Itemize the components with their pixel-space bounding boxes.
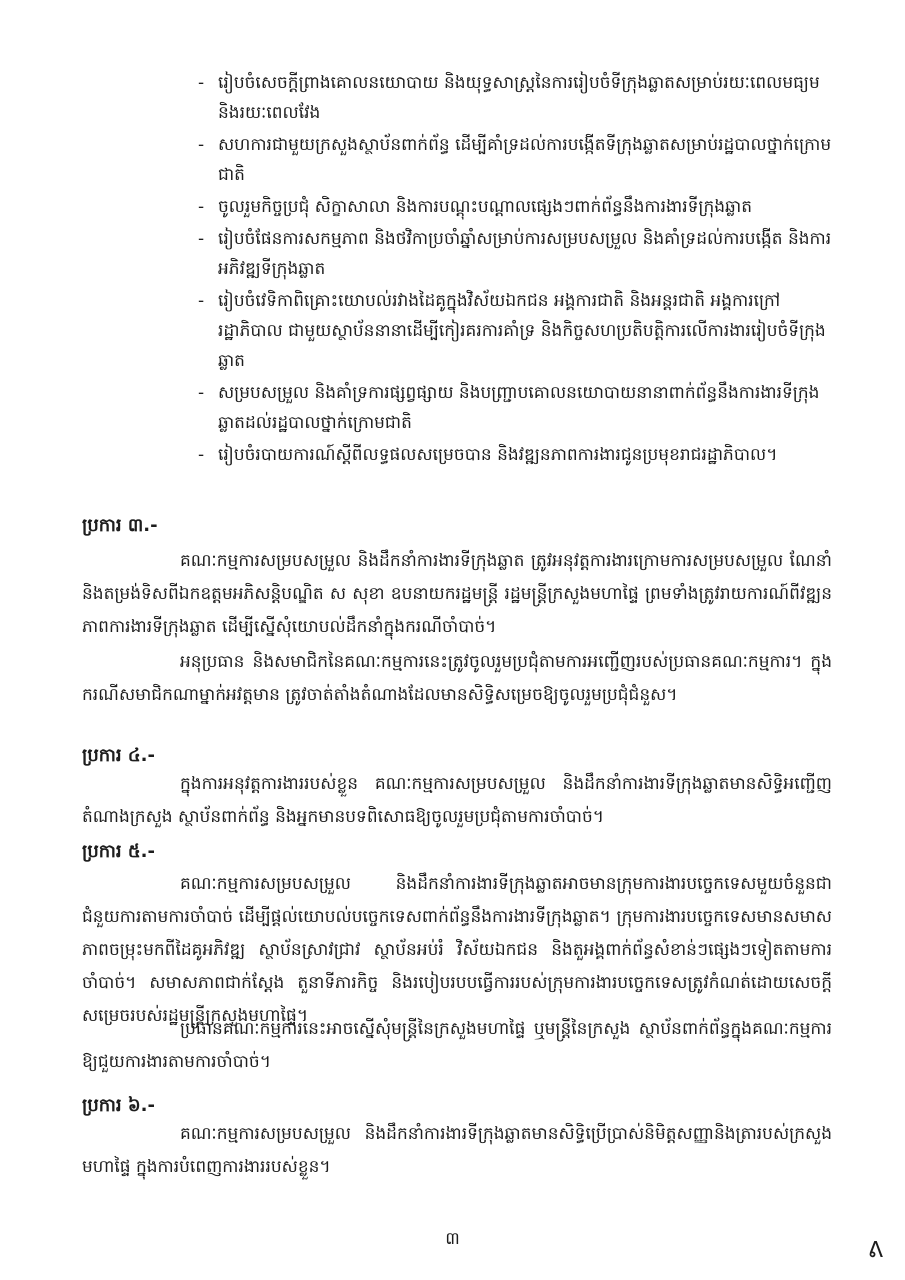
article-5-heading: ប្រការ ៥.- bbox=[82, 841, 155, 862]
article-6-heading: ប្រការ ៦.- bbox=[82, 1095, 155, 1116]
bullet-item: - រៀបចំផែនការសកម្មភាព និងថវិកាប្រចាំឆ្នាំសម្រាប់ការសម្របសម្រួល និងគាំទ្រដល់ការបង្កើត និងការអភិវឌ្ឍទីក្រុងឆ្លាត bbox=[198, 229, 832, 279]
bullet-text: ចូលរួមកិច្ចប្រជុំ សិក្ខាសាលា និងការបណ្តុះបណ្តាលផ្សេងៗពាក់ព័ន្ធនឹងការងារទីក្រុងឆ្លាត bbox=[218, 197, 753, 217]
bullet-text: រៀបចំសេចក្តីព្រាងគោលនយោបាយ និងយុទ្ធសាស្ត្រនៃការរៀបចំទីក្រុងឆ្លាតសម្រាប់រយៈពេលមធ្យម និងរយៈពេលវែង bbox=[218, 73, 820, 123]
bullet-item: - សហការជាមួយក្រសួងស្ថាប័នពាក់ព័ន្ធ ដើម្បីគាំទ្រដល់ការបង្កើតទីក្រុងឆ្លាតសម្រាប់រដ្ឋបាលថ្នាក់ក្រោមជាតិ bbox=[198, 135, 832, 185]
article-4-paragraph-1: ក្នុងការអនុវត្តការងាររបស់ខ្លួន គណៈកម្មការសម្របសម្រួល និងដឹកនាំការងារទីក្រុងឆ្លាតមានសិទ្ធិអញ្ជើញតំណាងក្រសួង ស្ថាប័នពាក់ព័ន្ធ និងអ្នកមានបទពិសោធឱ្យចូលរួមប្រជុំតាមការចាំបាច់។ bbox=[82, 774, 832, 827]
bullet-item: - រៀបចំវេទិកាពិគ្រោះយោបល់រវាងដៃគូក្នុងវិស័យឯកជន អង្គការជាតិ និងអន្តរជាតិ អង្គការក្រៅរដ្ឋាភិបាល ជាមួយស្ថាប័ននានាដើម្បីកៀរគរការគាំទ្រ និងកិច្ចសហប្រតិបត្តិការលើការងាររៀបចំទីក្រុងឆ្លាត bbox=[198, 291, 826, 371]
bullet-text: រៀបចំផែនការសកម្មភាព និងថវិកាប្រចាំឆ្នាំសម្រាប់ការសម្របសម្រួល និងគាំទ្រដល់ការបង្កើត និងការអភិវឌ្ឍទីក្រុងឆ្លាត bbox=[218, 229, 832, 279]
page-number: ៣ bbox=[445, 1229, 460, 1249]
article-5-paragraph-1: គណៈកម្មការសម្របសម្រួល និងដឹកនាំការងារទីក្រុងឆ្លាតអាចមានក្រុមការងារបច្ចេកទេសមួយចំនួនជាជំនួយការតាមការចាំបាច់ ដើម្បីផ្តល់យោបល់បច្ចេកទេសពាក់ព័ន្ធនឹងការងារទីក្រុងឆ្លាត។ ក្រុមការងារបច្ចេកទេសមានសមាសភាពចម្រុះមកពីដៃគូអភិវឌ្ឍ ស្ថាប័នស្រាវជ្រាវ ស្ថាប័នអប់រំ វិស័យឯកជន និងតួអង្គពាក់ព័ន្ធសំខាន់ៗផ្សេងៗទៀតតាមការចាំបាច់។ សមាសភាពជាក់ស្តែង តួនាទីភារកិច្ច និងរបៀបរបបធ្វើការរបស់ក្រុមការងារបច្ចេកទេសត្រូវកំណត់ដោយសេចក្តីសម្រេចរបស់រដ្ឋមន្ត្រីក្រសួងមហាផ្ទៃ។ bbox=[82, 874, 832, 1026]
article-3-paragraph-2: អនុប្រធាន និងសមាជិកនៃគណៈកម្មការនេះត្រូវចូលរួមប្រជុំតាមការអញ្ជើញរបស់ប្រធានគណៈកម្មការ។ ក្នុងករណីសមាជិកណាម្នាក់អវត្តមាន ត្រូវចាត់តាំងតំណាងដែលមានសិទ្ធិសម្រេចឱ្យចូលរួមប្រជុំជំនួស។ bbox=[82, 652, 832, 705]
article-5-paragraph-2: ប្រធានគណៈកម្មការនេះអាចស្នើសុំមន្ត្រីនៃក្រសួងមហាផ្ទៃ ឬមន្ត្រីនៃក្រសួង ស្ថាប័នពាក់ព័ន្ធក្នុងគណៈកម្មការឱ្យជួយការងារតាមការចាំបាច់។ bbox=[82, 1019, 832, 1072]
bullet-item: - រៀបចំរបាយការណ៍ស្តីពីលទ្ធផលសម្រេចបាន និងវឌ្ឍនភាពការងារជូនប្រមុខរាជរដ្ឋាភិបាល។ bbox=[198, 445, 778, 465]
article-3-paragraph-1: គណៈកម្មការសម្របសម្រួល និងដឹកនាំការងារទីក្រុងឆ្លាត ត្រូវអនុវត្តការងារក្រោមការសម្របសម្រួល ណែនាំ និងតម្រង់ទិសពីឯកឧត្តមអភិសន្តិបណ្ឌិត ស សុខា ឧបនាយករដ្ឋមន្ត្រី រដ្ឋមន្ត្រីក្រសួងមហាផ្ទៃ ព្រមទាំងត្រូវរាយការណ៍ពីវឌ្ឍនភាពការងារទីក្រុងឆ្លាត ដើម្បីស្នើសុំយោបល់ដឹកនាំក្នុងករណីចាំបាច់។ bbox=[82, 551, 832, 637]
bullet-text: រៀបចំរបាយការណ៍ស្តីពីលទ្ធផលសម្រេចបាន និងវឌ្ឍនភាពការងារជូនប្រមុខរាជរដ្ឋាភិបាល។ bbox=[218, 445, 778, 465]
bullet-list bbox=[198, 68, 838, 472]
bullet-item: - សម្របសម្រួល និងគាំទ្រការផ្សព្វផ្សាយ និងបញ្ជ្រាបគោលនយោបាយនានាពាក់ព័ន្ធនឹងការងារទីក្រុងឆ្លាតដល់រដ្ឋបាលថ្នាក់ក្រោមជាតិ bbox=[198, 383, 820, 433]
bullet-item: - ចូលរួមកិច្ចប្រជុំ សិក្ខាសាលា និងការបណ្តុះបណ្តាលផ្សេងៗពាក់ព័ន្ធនឹងការងារទីក្រុងឆ្លាត bbox=[198, 197, 753, 217]
article-3-heading: ប្រការ ៣.- bbox=[82, 515, 158, 536]
initials-mark: ᕕ bbox=[868, 1238, 884, 1263]
bullet-text: សម្របសម្រួល និងគាំទ្រការផ្សព្វផ្សាយ និងបញ្ជ្រាបគោលនយោបាយនានាពាក់ព័ន្ធនឹងការងារទីក្រុងឆ្លាតដល់រដ្ឋបាលថ្នាក់ក្រោមជាតិ bbox=[218, 383, 820, 433]
article-6-paragraph-1: គណៈកម្មការសម្របសម្រួល និងដឹកនាំការងារទីក្រុងឆ្លាតមានសិទ្ធិប្រើប្រាស់និមិត្តសញ្ញានិងត្រារបស់ក្រសួងមហាផ្ទៃ ក្នុងការបំពេញការងាររបស់ខ្លួន។ bbox=[82, 1124, 832, 1177]
bullet-text: រៀបចំវេទិកាពិគ្រោះយោបល់រវាងដៃគូក្នុងវិស័យឯកជន អង្គការជាតិ និងអន្តរជាតិ អង្គការក្រៅរដ្ឋាភិបាល ជាមួយស្ថាប័ននានាដើម្បីកៀរគរការគាំទ្រ និងកិច្ចសហប្រតិបត្តិការលើការងាររៀបចំទីក្រុងឆ្លាត bbox=[218, 291, 826, 371]
article-4-heading: ប្រការ ៤.- bbox=[82, 745, 155, 766]
bullet-text: សហការជាមួយក្រសួងស្ថាប័នពាក់ព័ន្ធ ដើម្បីគាំទ្រដល់ការបង្កើតទីក្រុងឆ្លាតសម្រាប់រដ្ឋបាលថ្នាក់ក្រោមជាតិ bbox=[218, 135, 832, 185]
bullet-item: - រៀបចំសេចក្តីព្រាងគោលនយោបាយ និងយុទ្ធសាស្ត្រនៃការរៀបចំទីក្រុងឆ្លាតសម្រាប់រយៈពេលមធ្យម និងរយៈពេលវែង bbox=[198, 73, 820, 123]
